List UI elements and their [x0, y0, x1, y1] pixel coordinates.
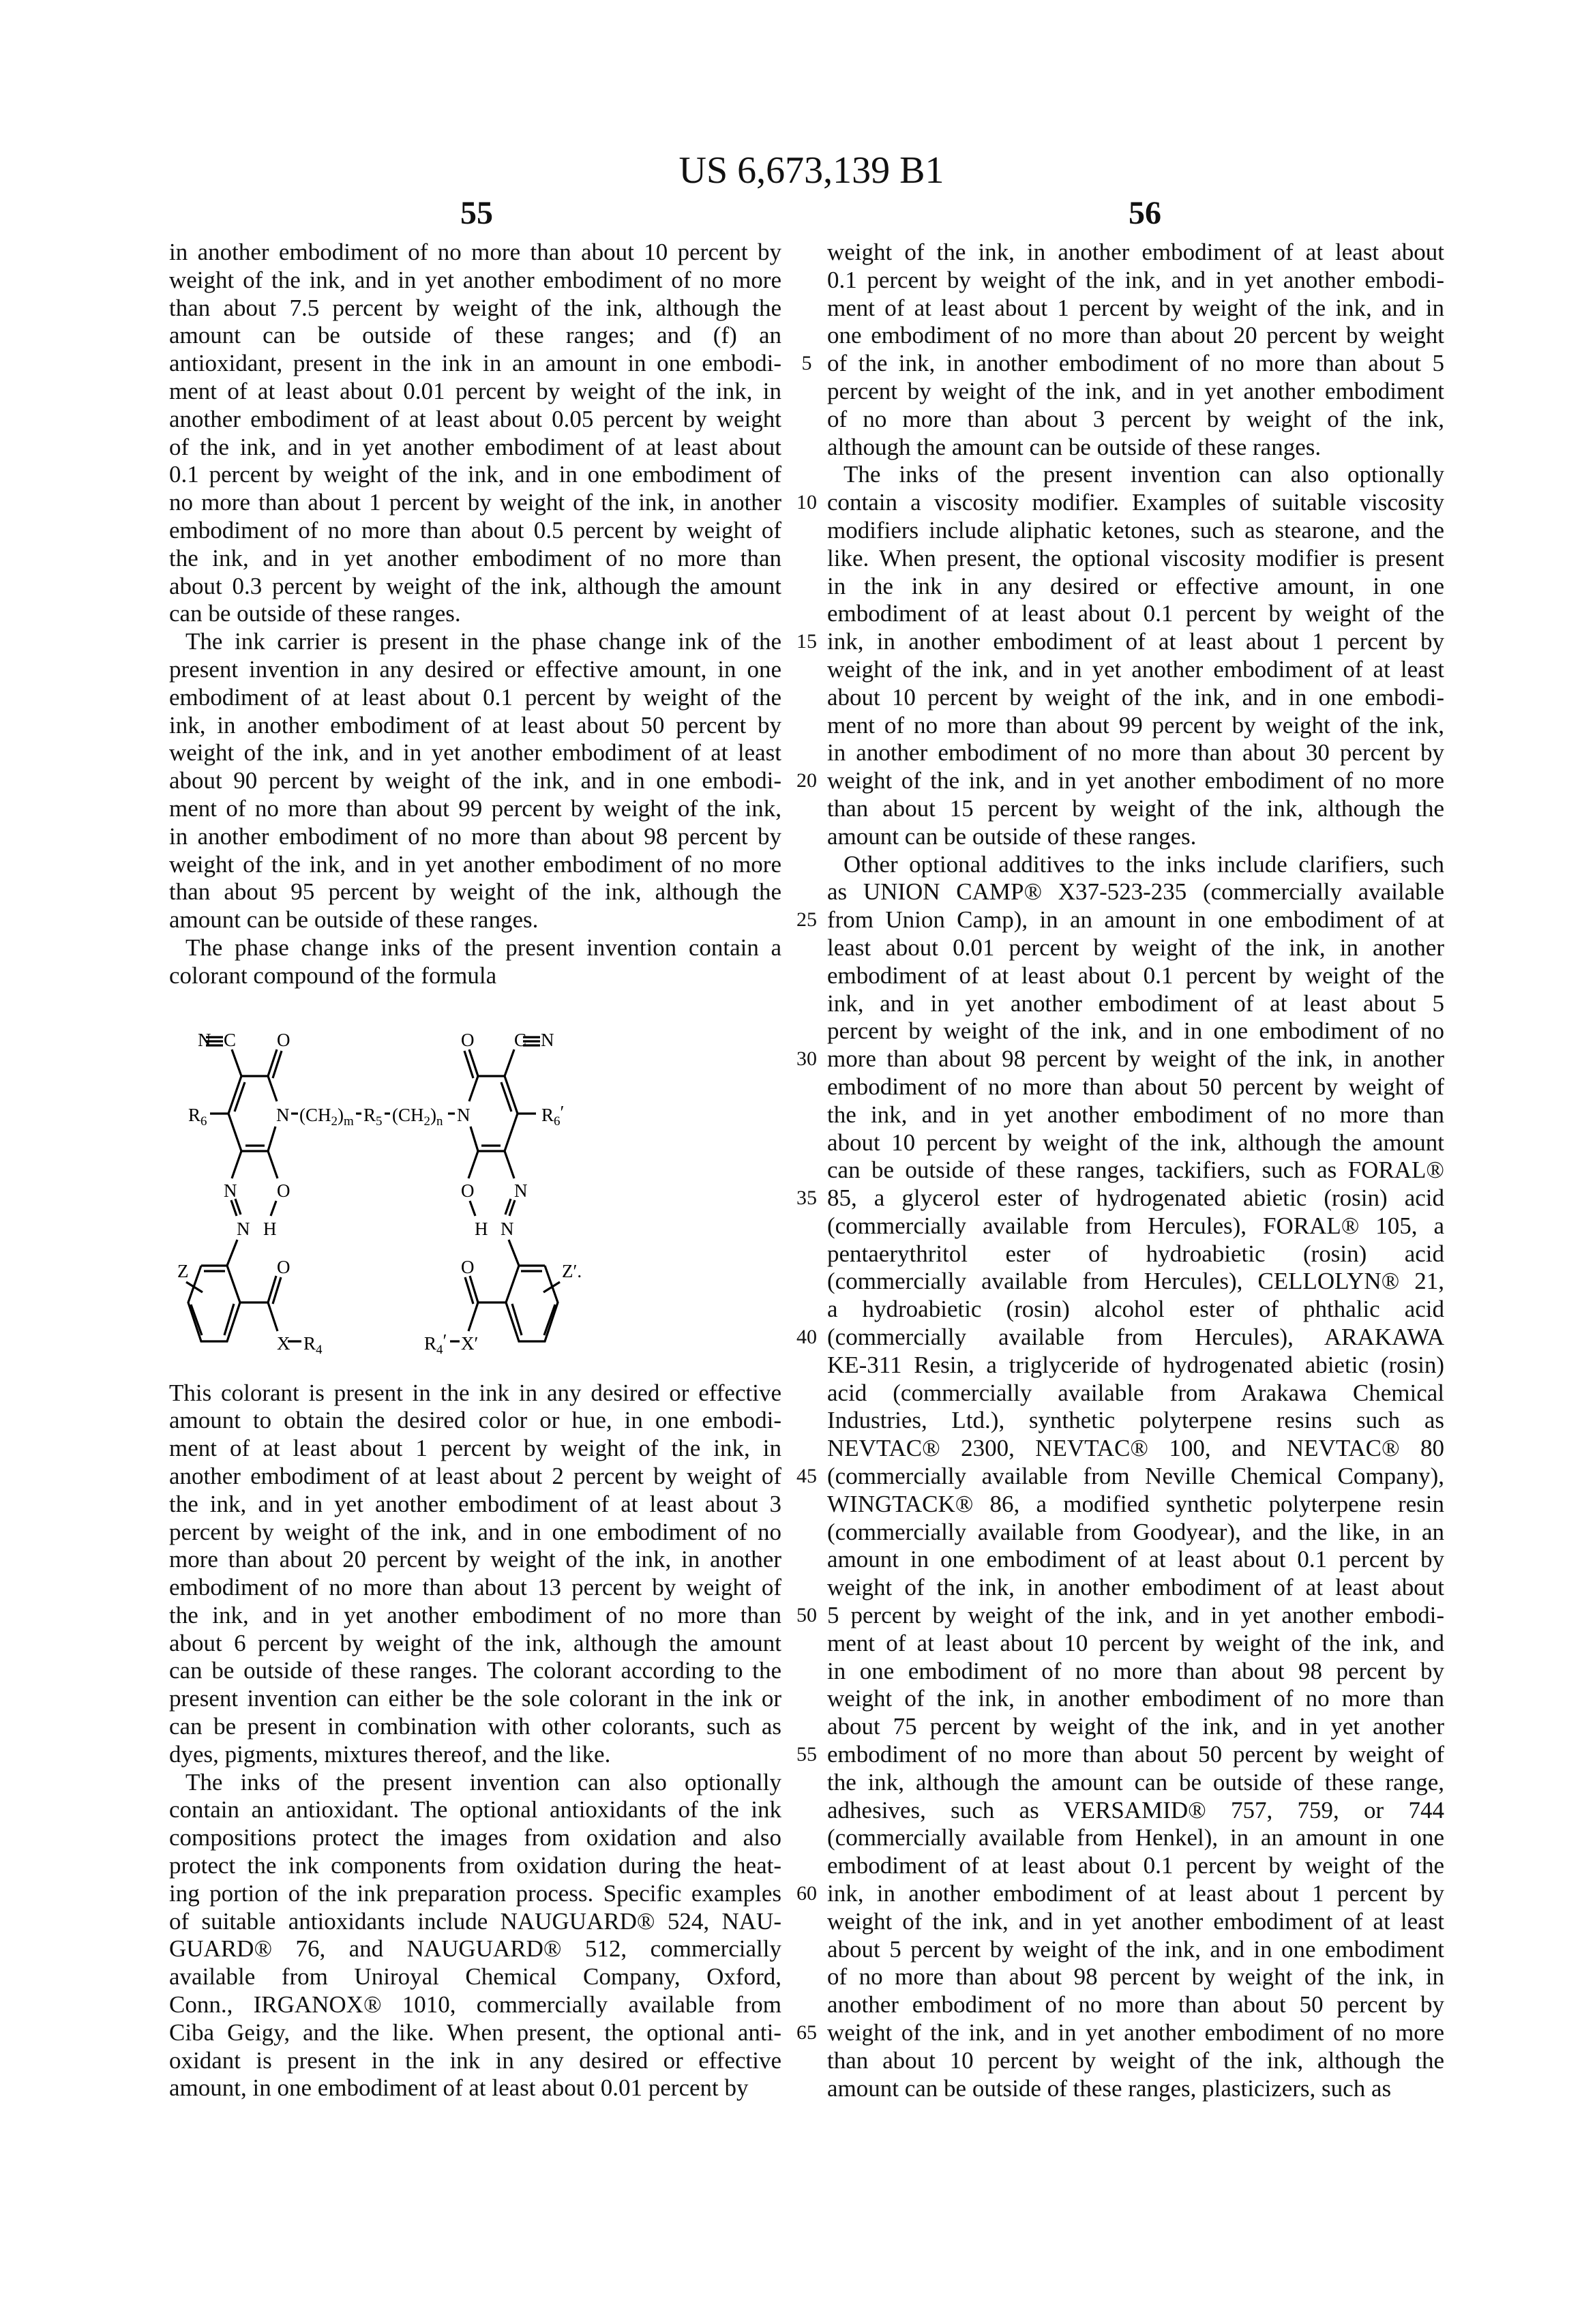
- text-line: (commercially available from Goodyear), and the like, in an: [827, 1519, 1444, 1547]
- text-line: ink, in another embodiment of at least about 50 percent by: [169, 712, 781, 740]
- r6-prime-label: R6′: [541, 1102, 564, 1129]
- atom-label: Z: [177, 1261, 189, 1281]
- text-line: the ink, and in yet another embodiment of no more than: [169, 545, 781, 573]
- text-line: about 5 percent by weight of the ink, and in one embodiment: [827, 1936, 1444, 1964]
- text-line: dyes, pigments, mixtures thereof, and the like.: [169, 1741, 781, 1769]
- paragraph: [169, 1380, 781, 1769]
- paragraph: [827, 239, 1444, 461]
- column-number-right: 56: [1077, 194, 1213, 232]
- text-line: one embodiment of no more than about 20 percent by weight: [827, 322, 1444, 350]
- text-line: amount can be outside of these ranges.: [169, 906, 781, 934]
- r6-label: R6: [188, 1105, 207, 1129]
- text-line: from Union Camp), in an amount in one embodiment of at: [827, 906, 1444, 934]
- text-line: (commercially available from Neville Chemical Company),: [827, 1463, 1444, 1491]
- text-line: can be present in combination with other colorants, such as: [169, 1713, 781, 1741]
- line-number: 55: [791, 1741, 822, 1769]
- text-line: of suitable antioxidants include NAUGUARD® 524, NAU-: [169, 1908, 781, 1936]
- text-line: like. When present, the optional viscosity modifier is present: [827, 545, 1444, 573]
- text-line: amount in one embodiment of at least about 0.1 percent by: [827, 1546, 1444, 1574]
- text-line: contain a viscosity modifier. Examples of suitable viscosity: [827, 489, 1444, 517]
- paragraph: [827, 851, 1444, 2103]
- text-line: of no more than about 3 percent by weight of the ink,: [827, 406, 1444, 434]
- text-line: amount to obtain the desired color or hue, in one embodi-: [169, 1407, 781, 1435]
- text-line: no more than about 1 percent by weight of the ink, in another: [169, 489, 781, 517]
- text-line: The phase change inks of the present invention contain a: [169, 934, 781, 962]
- column-number-left: 55: [408, 194, 545, 232]
- text-line: about 75 percent by weight of the ink, and in yet another: [827, 1713, 1444, 1741]
- text-line: ment of at least about 0.01 percent by weight of the ink, in: [169, 378, 781, 406]
- text-line: embodiment of no more than about 13 percent by weight of: [169, 1574, 781, 1602]
- text-line: Industries, Ltd.), synthetic polyterpene resins such as: [827, 1407, 1444, 1435]
- line-number: 25: [791, 906, 822, 934]
- text-line: Ciba Geigy, and the like. When present, the optional anti-: [169, 2019, 781, 2047]
- text-line: in one embodiment of no more than about 98 percent by: [827, 1658, 1444, 1686]
- patent-page: [0, 0, 1582, 2324]
- line-number: 60: [791, 1880, 822, 1908]
- text-line: as UNION CAMP® X37-523-235 (commercially available: [827, 878, 1444, 906]
- text-line: (commercially available from Hercules), ARAKAWA: [827, 1324, 1444, 1352]
- atom-label: N: [237, 1219, 250, 1239]
- text-line: amount can be outside of these ranges; and (f) an: [169, 322, 781, 350]
- text-line: GUARD® 76, and NAUGUARD® 512, commercially: [169, 1935, 781, 1963]
- text-line: weight of the ink, and in yet another embodiment of no more: [827, 767, 1444, 795]
- atom-label: O: [277, 1030, 290, 1050]
- text-line: colorant compound of the formula: [169, 962, 781, 990]
- text-line: present invention in any desired or effective amount, in one: [169, 656, 781, 684]
- text-line: The ink carrier is present in the phase change ink of the: [169, 628, 781, 656]
- text-line: of no more than about 98 percent by weight of the ink, in: [827, 1963, 1444, 1991]
- text-line: embodiment of no more than about 0.5 percent by weight of: [169, 517, 781, 545]
- text-line: more than about 20 percent by weight of the ink, in another: [169, 1546, 781, 1574]
- atom-label: N: [514, 1180, 528, 1201]
- text-line: another embodiment of at least about 0.05 percent by weight: [169, 406, 781, 434]
- atom-label: O: [461, 1180, 475, 1201]
- text-line: compositions protect the images from oxidation and also: [169, 1824, 781, 1852]
- line-number: 50: [791, 1602, 822, 1630]
- text-line: about 0.3 percent by weight of the ink, although the amount: [169, 573, 781, 601]
- text-line: WINGTACK® 86, a modified synthetic polyterpene resin: [827, 1491, 1444, 1519]
- line-number: 40: [791, 1324, 822, 1352]
- text-line: about 90 percent by weight of the ink, and in one embodi-: [169, 767, 781, 795]
- text-line: contain an antioxidant. The optional antioxidants of the ink: [169, 1796, 781, 1824]
- text-line: in another embodiment of no more than about 98 percent by: [169, 823, 781, 851]
- text-line: although the amount can be outside of these ranges.: [827, 434, 1444, 462]
- text-line: ink, in another embodiment of at least about 1 percent by: [827, 1880, 1444, 1908]
- text-line: ink, in another embodiment of at least about 1 percent by: [827, 628, 1444, 656]
- line-number: 65: [791, 2019, 822, 2047]
- text-line: can be outside of these ranges, tackifiers, such as FORAL®: [827, 1157, 1444, 1185]
- text-column-right: [827, 239, 1444, 2102]
- atom-label: O: [461, 1030, 475, 1050]
- text-line: embodiment of no more than about 50 percent by weight of: [827, 1073, 1444, 1101]
- text-line: than about 7.5 percent by weight of the ink, although the: [169, 295, 781, 323]
- text-line: more than about 98 percent by weight of the ink, in another: [827, 1045, 1444, 1073]
- text-line: ink, and in yet another embodiment of at least about 5: [827, 990, 1444, 1018]
- text-line: percent by weight of the ink, and in one embodiment of no: [169, 1519, 781, 1547]
- text-line: present invention can either be the sole colorant in the ink or: [169, 1685, 781, 1713]
- text-line: Other optional additives to the inks include clarifiers, such: [827, 851, 1444, 879]
- r4-label: R4: [303, 1333, 323, 1357]
- r4-prime-label: R4′: [424, 1330, 447, 1357]
- text-line: 0.1 percent by weight of the ink, and in yet another embodi-: [827, 267, 1444, 295]
- paragraph: [169, 1769, 781, 2103]
- atom-label: O: [277, 1180, 290, 1201]
- text-line: than about 10 percent by weight of the ink, although the: [827, 2047, 1444, 2075]
- text-line: ment of no more than about 99 percent by weight of the ink,: [827, 712, 1444, 740]
- atom-label: N: [198, 1030, 211, 1050]
- paragraph: [169, 239, 781, 628]
- text-line: weight of the ink, and in yet another embodiment of at least: [827, 656, 1444, 684]
- text-line: 85, a glycerol ester of hydrogenated abietic (rosin) acid: [827, 1185, 1444, 1212]
- text-line: amount can be outside of these ranges, plasticizers, such as: [827, 2075, 1444, 2103]
- text-line: ing portion of the ink preparation process. Specific examples: [169, 1880, 781, 1908]
- text-line: can be outside of these ranges.: [169, 600, 781, 628]
- text-line: ment of at least about 10 percent by weight of the ink, and: [827, 1630, 1444, 1658]
- text-line: percent by weight of the ink, and in one embodiment of no: [827, 1017, 1444, 1045]
- text-line: weight of the ink, and in yet another embodiment of no more: [169, 851, 781, 879]
- text-line: another embodiment of no more than about 50 percent by: [827, 1991, 1444, 2019]
- text-line: KE-311 Resin, a triglyceride of hydrogenated abietic (rosin): [827, 1352, 1444, 1380]
- text-line: amount can be outside of these ranges.: [827, 823, 1444, 851]
- text-line: protect the ink components from oxidation during the heat-: [169, 1852, 781, 1880]
- text-line: embodiment of at least about 0.1 percent by weight of the: [827, 1852, 1444, 1880]
- x-prime-label: X′: [461, 1333, 478, 1354]
- atom-label: N: [276, 1105, 290, 1125]
- text-line: about 6 percent by weight of the ink, although the amount: [169, 1630, 781, 1658]
- text-line: (commercially available from Hercules), CELLOLYN® 21,: [827, 1268, 1444, 1296]
- text-line: the ink, and in yet another embodiment of at least about 3: [169, 1491, 781, 1519]
- text-line: about 10 percent by weight of the ink, although the amount: [827, 1129, 1444, 1157]
- text-line: in the ink in any desired or effective amount, in one: [827, 573, 1444, 601]
- atom-label: O: [461, 1257, 475, 1277]
- line-number: 10: [791, 489, 822, 517]
- line-number: 30: [791, 1045, 822, 1073]
- atom-label: C: [224, 1030, 236, 1050]
- text-line: NEVTAC® 2300, NEVTAC® 100, and NEVTAC® 80: [827, 1435, 1444, 1463]
- text-line: (commercially available from Hercules), FORAL® 105, a: [827, 1212, 1444, 1240]
- text-line: amount, in one embodiment of at least about 0.01 percent by: [169, 2074, 781, 2102]
- text-line: (commercially available from Henkel), in an amount in one: [827, 1824, 1444, 1852]
- text-line: weight of the ink, in another embodiment of at least about: [827, 1574, 1444, 1602]
- z-prime-label: Z′.: [562, 1261, 582, 1281]
- colorant-chemical-structure: [177, 982, 777, 1371]
- text-line: ment of at least about 1 percent by weight of the ink, in: [169, 1435, 781, 1463]
- atom-label: N: [501, 1219, 514, 1239]
- text-line: least about 0.01 percent by weight of the ink, in another: [827, 934, 1444, 962]
- line-number: 5: [791, 350, 822, 378]
- text-line: than about 15 percent by weight of the ink, although the: [827, 795, 1444, 823]
- text-line: in another embodiment of no more than about 10 percent by: [169, 239, 781, 267]
- text-line: 0.1 percent by weight of the ink, and in one embodiment of: [169, 461, 781, 489]
- text-line: than about 95 percent by weight of the ink, although the: [169, 878, 781, 906]
- text-line: weight of the ink, and in yet another embodiment of no more: [827, 2019, 1444, 2047]
- text-line: adhesives, such as VERSAMID® 757, 759, or 744: [827, 1797, 1444, 1825]
- patent-number: US 6,673,139 B1: [0, 149, 1582, 192]
- line-number: 15: [791, 628, 822, 656]
- text-line: pentaerythritol ester of hydroabietic (rosin) acid: [827, 1240, 1444, 1268]
- ch2-m-label: (CH2)m: [299, 1105, 354, 1129]
- text-line: ment of at least about 1 percent by weight of the ink, and in: [827, 295, 1444, 323]
- text-line: another embodiment of at least about 2 percent by weight of: [169, 1463, 781, 1491]
- text-line: weight of the ink, in another embodiment of no more than: [827, 1685, 1444, 1713]
- atom-label: H: [263, 1219, 277, 1239]
- ch2-n-label: (CH2)n: [392, 1105, 443, 1129]
- atom-label: H: [475, 1219, 488, 1239]
- text-line: modifiers include aliphatic ketones, such as stearone, and the: [827, 517, 1444, 545]
- text-line: about 10 percent by weight of the ink, and in one embodi-: [827, 684, 1444, 712]
- line-number: 35: [791, 1185, 822, 1212]
- atom-label: X: [277, 1333, 290, 1354]
- text-line: oxidant is present in the ink in any desired or effective: [169, 2047, 781, 2075]
- text-line: weight of the ink, and in yet another embodiment of no more: [169, 267, 781, 295]
- text-line: of the ink, and in yet another embodiment of at least about: [169, 434, 781, 462]
- paragraph: [169, 628, 781, 934]
- text-line: 5 percent by weight of the ink, and in yet another embodi-: [827, 1602, 1444, 1630]
- text-line: ment of no more than about 99 percent by weight of the ink,: [169, 795, 781, 823]
- text-line: of the ink, in another embodiment of no more than about 5: [827, 350, 1444, 378]
- text-line: embodiment of at least about 0.1 percent by weight of the: [827, 600, 1444, 628]
- r5-label: R5: [363, 1105, 383, 1129]
- atom-label: N: [457, 1105, 471, 1125]
- text-line: weight of the ink, and in yet another embodiment of at least: [169, 739, 781, 767]
- line-number: 45: [791, 1463, 822, 1491]
- text-line: acid (commercially available from Arakawa Chemical: [827, 1380, 1444, 1407]
- text-line: the ink, and in yet another embodiment of no more than: [827, 1101, 1444, 1129]
- text-line: embodiment of no more than about 50 percent by weight of: [827, 1741, 1444, 1769]
- text-line: in another embodiment of no more than about 30 percent by: [827, 739, 1444, 767]
- text-line: embodiment of at least about 0.1 percent by weight of the: [827, 962, 1444, 990]
- text-line: can be outside of these ranges. The colorant according to the: [169, 1657, 781, 1685]
- text-line: available from Uniroyal Chemical Company, Oxford,: [169, 1963, 781, 1991]
- text-line: antioxidant, present in the ink in an amount in one embodi-: [169, 350, 781, 378]
- text-line: a hydroabietic (rosin) alcohol ester of phthalic acid: [827, 1296, 1444, 1324]
- atom-label: N: [224, 1180, 237, 1201]
- line-number: 20: [791, 767, 822, 795]
- text-line: percent by weight of the ink, and in yet another embodiment: [827, 378, 1444, 406]
- text-line: This colorant is present in the ink in any desired or effective: [169, 1380, 781, 1407]
- text-line: The inks of the present invention can also optionally: [169, 1769, 781, 1797]
- paragraph: [827, 461, 1444, 850]
- right-half-bonds: [464, 1037, 560, 1341]
- text-line: The inks of the present invention can also optionally: [827, 461, 1444, 489]
- text-line: weight of the ink, in another embodiment of at least about: [827, 239, 1444, 267]
- atom-label: C: [514, 1030, 526, 1050]
- text-line: the ink, although the amount can be outside of these range,: [827, 1769, 1444, 1797]
- text-line: the ink, and in yet another embodiment of no more than: [169, 1602, 781, 1630]
- atom-label: O: [277, 1257, 290, 1277]
- text-line: embodiment of at least about 0.1 percent by weight of the: [169, 684, 781, 712]
- text-line: weight of the ink, and in yet another embodiment of at least: [827, 1908, 1444, 1936]
- text-line: Conn., IRGANOX® 1010, commercially available from: [169, 1991, 781, 2019]
- atom-label: N: [541, 1030, 554, 1050]
